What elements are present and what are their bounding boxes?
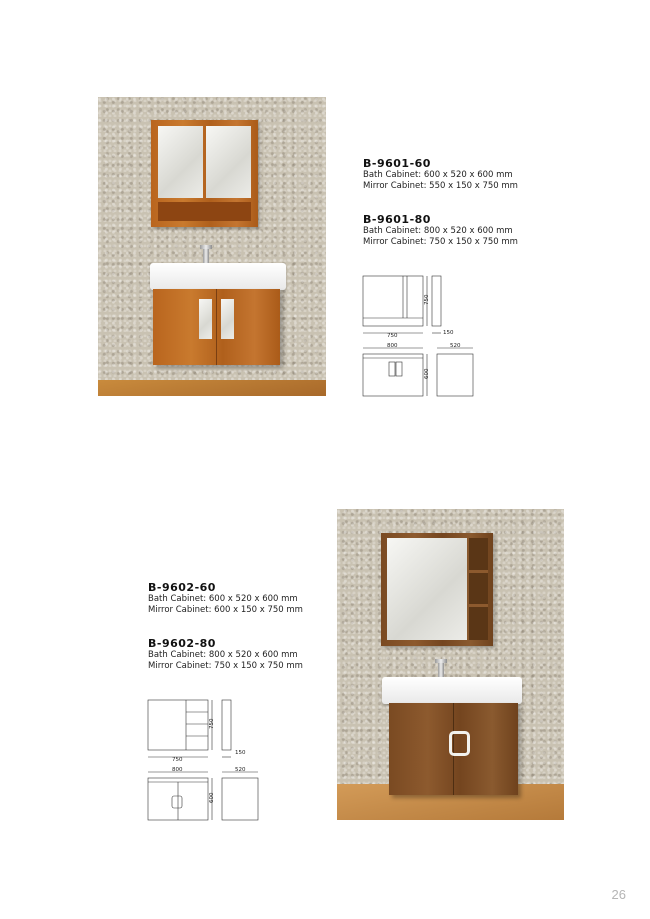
model-title: B-9601-80 — [363, 213, 431, 226]
mirror-door — [387, 538, 467, 640]
dim-mirror-height: 750 — [209, 718, 215, 729]
vanity-glass-left — [199, 299, 212, 339]
mirror-cabinet-spec: Mirror Cabinet: 600 x 150 x 750 mm — [148, 605, 303, 615]
dim-cabinet-width: 800 — [387, 343, 398, 349]
mirror-cabinet — [381, 533, 493, 646]
mirror-cabinet-spec: Mirror Cabinet: 750 x 150 x 750 mm — [363, 237, 518, 247]
product-photo-b9601 — [98, 97, 326, 396]
sink-basin — [382, 677, 522, 704]
open-shelf — [158, 202, 251, 221]
mirror-cabinet-spec: Mirror Cabinet: 750 x 150 x 750 mm — [148, 661, 303, 671]
bath-cabinet-spec: Bath Cabinet: 800 x 520 x 600 mm — [148, 650, 298, 660]
vanity-cabinet — [153, 289, 280, 365]
dim-cabinet-height: 600 — [424, 368, 430, 379]
dim-mirror-depth: 150 — [235, 750, 246, 756]
dim-mirror-width: 750 — [387, 333, 398, 339]
bath-cabinet-spec: Bath Cabinet: 800 x 520 x 600 mm — [363, 226, 513, 236]
mirror-door-right — [206, 126, 251, 198]
dim-mirror-width: 750 — [172, 757, 183, 763]
dim-cabinet-depth: 520 — [235, 767, 246, 773]
vanity-cabinet — [389, 703, 518, 795]
mirror-cabinet — [151, 120, 258, 227]
dim-cabinet-depth: 520 — [450, 343, 461, 349]
technical-drawing-b9602 — [140, 694, 260, 824]
bath-cabinet-spec: Bath Cabinet: 600 x 520 x 600 mm — [363, 170, 513, 180]
open-shelf — [469, 538, 488, 640]
sink-basin — [150, 263, 286, 290]
faucet-handle — [200, 245, 212, 249]
faucet-handle — [435, 659, 447, 663]
dim-cabinet-width: 800 — [172, 767, 183, 773]
dim-cabinet-height: 600 — [209, 792, 215, 803]
vanity-handle — [449, 731, 470, 756]
floor — [98, 380, 326, 396]
model-title: B-9601-60 — [363, 157, 431, 170]
dim-mirror-height: 750 — [424, 294, 430, 305]
model-title: B-9602-60 — [148, 581, 216, 594]
product-photo-b9602 — [337, 509, 564, 820]
mirror-door-left — [158, 126, 203, 198]
model-title: B-9602-80 — [148, 637, 216, 650]
dim-mirror-depth: 150 — [443, 330, 454, 336]
technical-drawing-b9601 — [355, 270, 475, 400]
bath-cabinet-spec: Bath Cabinet: 600 x 520 x 600 mm — [148, 594, 298, 604]
vanity-glass-right — [221, 299, 234, 339]
mirror-cabinet-spec: Mirror Cabinet: 550 x 150 x 750 mm — [363, 181, 518, 191]
page-number: 26 — [611, 887, 626, 902]
